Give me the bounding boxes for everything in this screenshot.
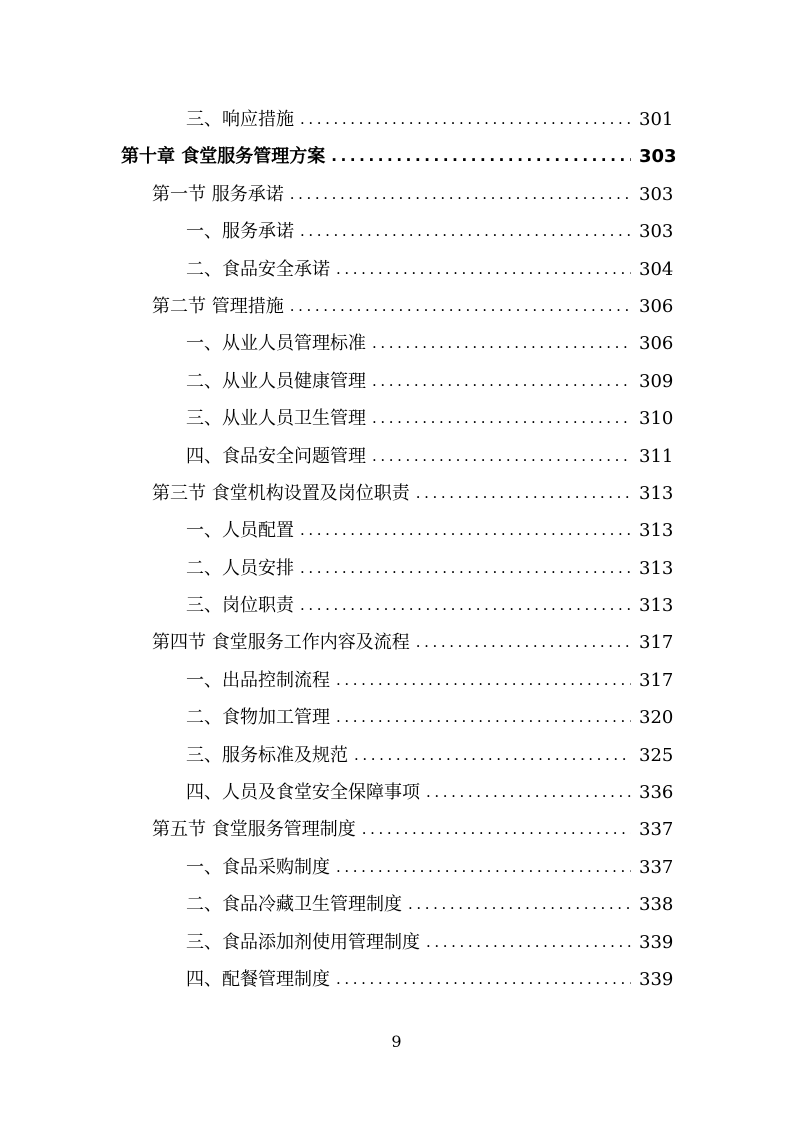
toc-entry-label: 一、人员配置 [186,520,294,542]
toc-entry-label: 二、食物加工管理 [186,707,330,729]
toc-entry-item[interactable] [0,961,793,998]
toc-entry-page: 313 [639,557,674,579]
toc-entry-label: 三、响应措施 [186,109,294,130]
toc-entry-label: 第四节 食堂服务工作内容及流程 [152,632,410,654]
toc-entry-label: 三、从业人员卫生管理 [186,408,366,430]
toc-entry-label: 四、食品安全问题管理 [186,445,366,467]
toc-entry-item[interactable] [0,587,793,624]
toc-dot-leader [354,737,631,774]
toc-entry-section[interactable] [0,176,793,213]
toc-entry-page: 303 [639,221,674,243]
toc-entry-label: 第一节 服务承诺 [152,183,284,205]
toc-dot-leader [372,438,631,475]
toc-entry-item[interactable] [0,662,793,699]
toc-entry-item[interactable] [0,213,793,250]
toc-entry-page: 303 [639,146,677,168]
toc-dot-leader [372,325,631,362]
toc-entry-label: 一、从业人员管理标准 [186,333,366,355]
toc-entry-item[interactable] [0,251,793,288]
toc-entry-item[interactable] [0,438,793,475]
toc-entry-page: 336 [639,782,674,804]
toc-entry-label: 第十章 食堂服务管理方案 [121,146,326,168]
toc-entry-page: 301 [639,109,674,130]
toc-dot-leader [336,662,631,699]
toc-dot-leader [300,101,631,138]
toc-dot-leader [300,550,631,587]
toc-entry-label: 一、服务承诺 [186,221,294,243]
toc-entry-page: 311 [639,445,674,467]
toc-dot-leader [336,961,631,998]
toc-entry-label: 三、食品添加剂使用管理制度 [186,931,420,953]
toc-dot-leader [336,849,631,886]
toc-entry-page: 313 [639,595,674,617]
toc-entry-item[interactable] [0,699,793,736]
toc-dot-leader [362,811,631,848]
toc-entry-page: 309 [639,370,674,392]
toc-entry-label: 三、岗位职责 [186,595,294,617]
toc-dot-leader [372,400,631,437]
toc-entry-item[interactable] [0,101,793,138]
toc-entry-page: 325 [639,744,674,766]
toc-entry-label: 一、食品采购制度 [186,856,330,878]
toc-entry-item[interactable] [0,325,793,362]
page-number: 9 [391,1032,402,1051]
toc-entry-page: 337 [639,819,674,841]
toc-entry-label: 四、人员及食堂安全保障事项 [186,782,420,804]
table-of-contents [0,101,793,998]
toc-entry-item[interactable] [0,774,793,811]
toc-entry-page: 338 [639,894,674,916]
toc-entry-item[interactable] [0,363,793,400]
toc-entry-label: 二、从业人员健康管理 [186,370,366,392]
toc-dot-leader [408,886,631,923]
toc-entry-label: 四、配餐管理制度 [186,968,330,990]
toc-entry-item[interactable] [0,512,793,549]
toc-entry-label: 二、食品冷藏卫生管理制度 [186,894,402,916]
toc-dot-leader [426,774,631,811]
toc-entry-page: 320 [639,707,674,729]
toc-entry-item[interactable] [0,550,793,587]
toc-entry-page: 339 [639,968,674,990]
toc-entry-page: 306 [639,333,674,355]
toc-dot-leader [336,699,631,736]
toc-dot-leader [331,138,631,175]
toc-entry-label: 一、出品控制流程 [186,669,330,691]
toc-dot-leader [416,475,631,512]
toc-dot-leader [300,213,631,250]
toc-entry-label: 二、食品安全承诺 [186,258,330,280]
toc-entry-item[interactable] [0,400,793,437]
toc-entry-page: 304 [639,258,674,280]
toc-dot-leader [426,924,631,961]
toc-entry-label: 三、服务标准及规范 [186,744,348,766]
toc-dot-leader [416,624,631,661]
toc-dot-leader [372,363,631,400]
toc-entry-label: 第三节 食堂机构设置及岗位职责 [152,482,410,504]
toc-entry-page: 313 [639,482,674,504]
toc-entry-section[interactable] [0,288,793,325]
toc-dot-leader [290,176,631,213]
toc-entry-item[interactable] [0,924,793,961]
toc-entry-item[interactable] [0,886,793,923]
toc-dot-leader [290,288,631,325]
toc-entry-label: 第二节 管理措施 [152,295,284,317]
toc-entry-section[interactable] [0,475,793,512]
toc-dot-leader [300,587,631,624]
toc-dot-leader [336,251,631,288]
toc-entry-page: 337 [639,856,674,878]
toc-entry-label: 第五节 食堂服务管理制度 [152,819,356,841]
toc-entry-page: 317 [639,669,674,691]
toc-entry-page: 317 [639,632,674,654]
toc-entry-page: 339 [639,931,674,953]
toc-entry-section[interactable] [0,624,793,661]
toc-entry-page: 313 [639,520,674,542]
toc-entry-item[interactable] [0,849,793,886]
toc-entry-item[interactable] [0,737,793,774]
toc-entry-page: 306 [639,295,674,317]
toc-entry-page: 310 [639,408,674,430]
toc-dot-leader [300,512,631,549]
toc-entry-page: 303 [639,183,674,205]
toc-entry-chapter[interactable] [0,138,793,175]
toc-entry-section[interactable] [0,811,793,848]
toc-entry-label: 二、人员安排 [186,557,294,579]
